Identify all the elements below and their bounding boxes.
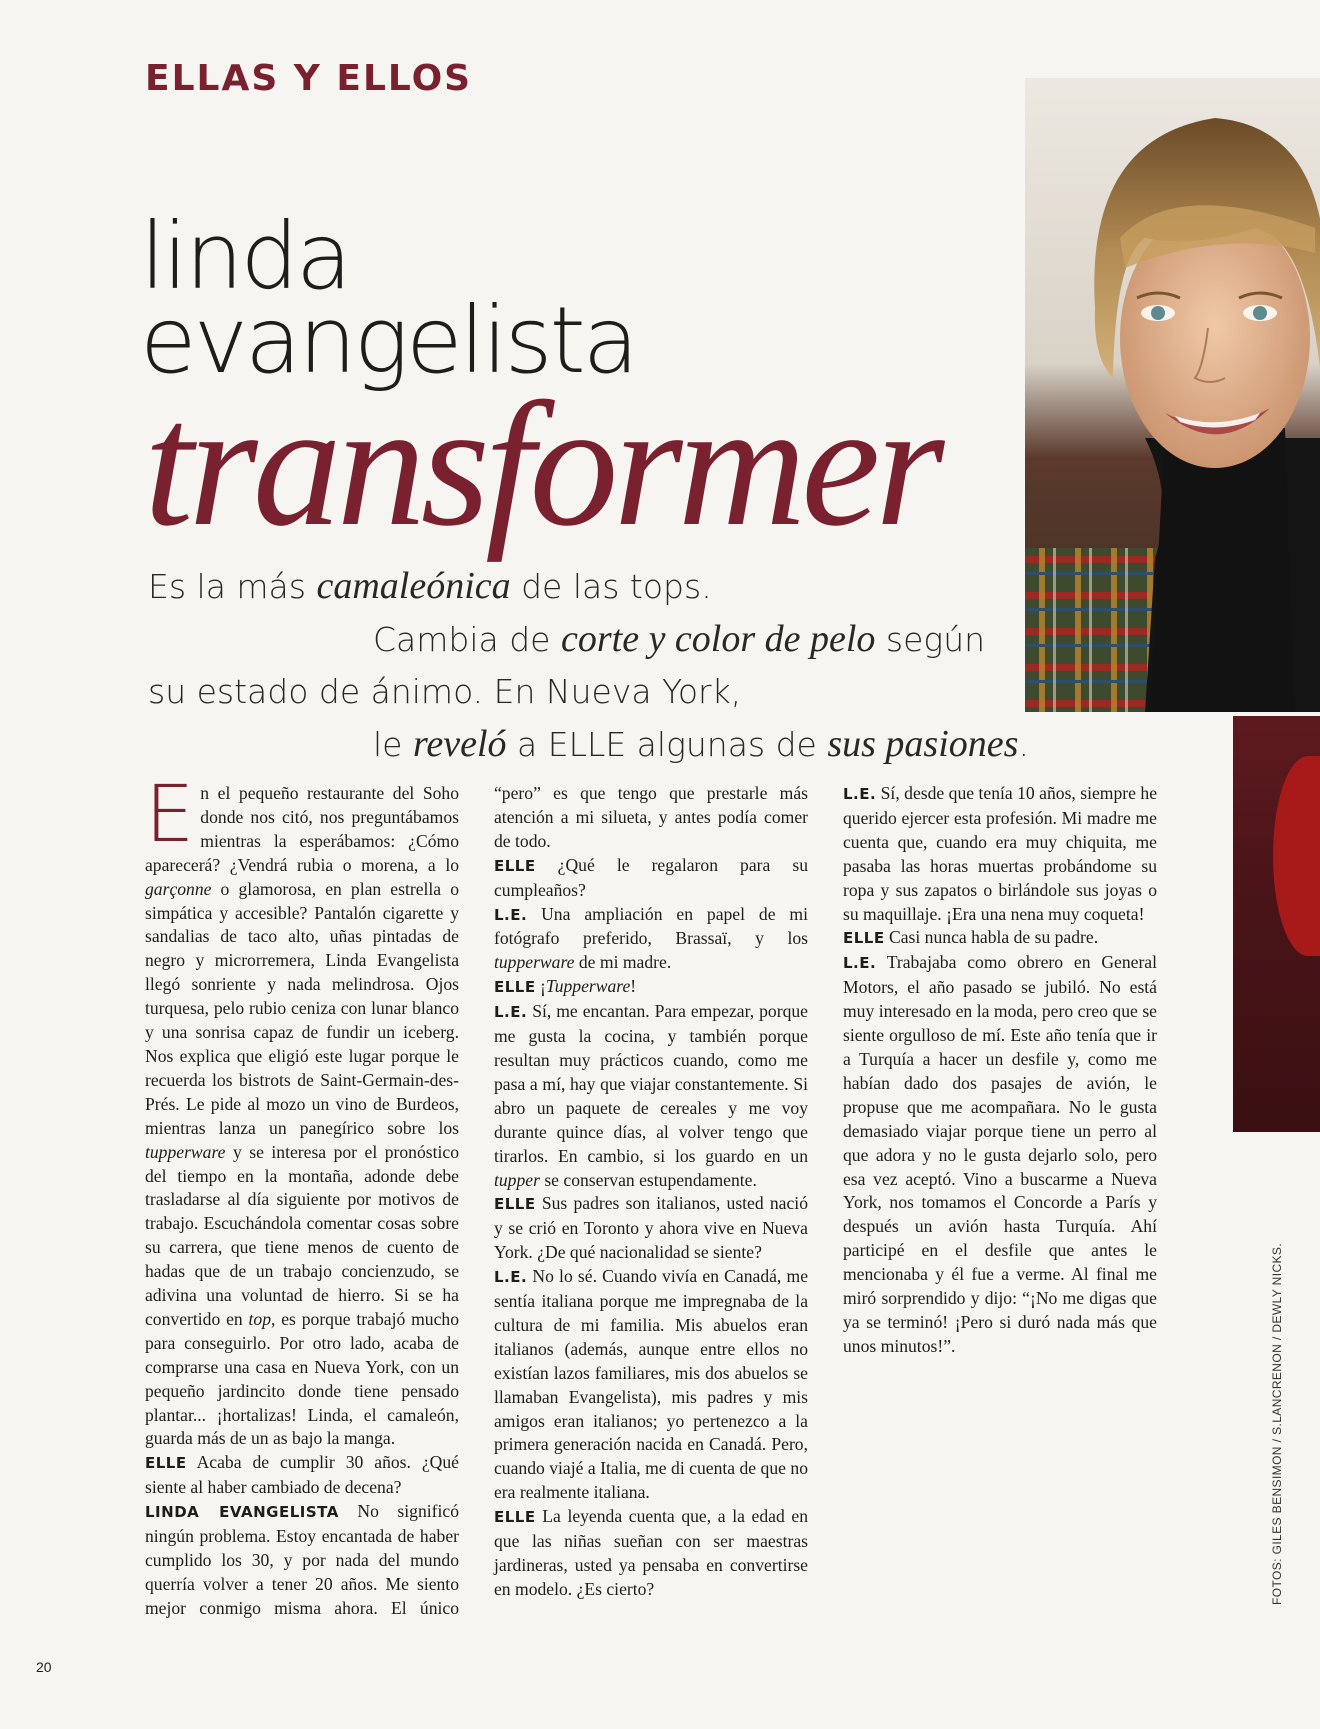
photo-credit-wrap (1270, 1242, 1290, 1605)
secondary-photo-detail (1273, 756, 1320, 956)
portrait-illustration (1025, 78, 1320, 712)
photo-credit: FOTOS: GILES BENSIMON / S.LANCRENON / DEWLY NICKS. (1270, 1242, 1284, 1605)
headline (140, 203, 940, 563)
drop-cap: E (145, 770, 195, 860)
standfirst-line-3: su estado de ánimo. En Nueva York, (148, 672, 742, 711)
headline-first-name: linda (140, 203, 350, 310)
headline-script-word: transformer (144, 365, 940, 563)
question-3: ELLE ¡Tupperware! (494, 976, 637, 997)
question-4: ELLE Sus padres son italianos, usted nació y se crió en Toronto y ahora vive en Nueva York. ¿De qué nacionalidad se siente? (494, 1193, 808, 1263)
headline-last-name: evangelista (140, 287, 637, 394)
question-5: ELLE La leyenda cuenta que, a la edad en que las niñas sueñan con ser maestras jardineras, usted ya pensaba en convertirse en modelo. ¿Es cierto? (494, 1506, 808, 1599)
standfirst (148, 560, 1028, 771)
answer-5: L.E. Sí, desde que tenía 10 años, siempre he querido ejercer esta profesión. Mi madre me cuenta que, cuando era muy chiquita, me pasaba las horas muertas probándome su ropa y sus zapatos o birlándole sus joyas o su maquillaje. ¡Era una nena muy coqueta! (843, 783, 1157, 924)
answer-2: L.E. Una ampliación en papel de mi fotógrafo preferido, Brassaï, y los tupperware de mi madre. (494, 903, 808, 973)
standfirst-line-1: Es la más camaleónica de las tops. (148, 565, 712, 607)
portrait-photo (1025, 78, 1320, 712)
page-number: 20 (36, 1659, 52, 1675)
standfirst-line-2: Cambia de corte y color de pelo según (373, 618, 986, 660)
section-label: ELLAS Y ELLOS (145, 58, 473, 99)
question-6: ELLE Casi nunca habla de su padre. (843, 927, 1099, 948)
article-intro: En el pequeño restaurante del Soho donde nos citó, nos preguntábamos mientras la esperábamos: ¿Cómo aparecerá? ¿Vendrá rubia o morena, a lo garçonne o glamorosa, en plan estrella o simpática y accesible? Pantalón cigarette y sandalias de taco alto, uñas pintadas de negro y microrremera, Linda Evangelista llegó sonriente y nada melindrosa. Ojos turquesa, pelo rubio ceniza con lunar blanco y una sonrisa capaz de fundir un iceberg. Nos explica que eligió este lugar porque le recuerda los bistrots de Saint-Germain-des-Prés. Le pide al mozo un vino de Burdeos, mientras lanza un panegírico sobre los tupperware y se interesa por el pronóstico del tiempo en la montaña, adonde debe trasladarse al día siguiente por motivos de trabajo. Escuchándola comentar cosas sobre su carrera, que tiene menos de cuento de hadas que de un trabajo concienzudo, se adivina una voluntad de hierro. Si se ha convertido en top, es porque trabajó mucho para conseguirlo. Por otro lado, acaba de comprarse una casa en Nueva York, con un pequeño jardincito donde tiene pensado plantar... ¡hortalizas! Linda, el camaleón, guarda más de un as bajo la manga. (145, 770, 459, 1449)
standfirst-line-4: le reveló a ELLE algunas de sus pasiones. (373, 723, 1029, 765)
question-1: ELLE Acaba de cumplir 30 años. ¿Qué siente al haber cambiado de decena? (145, 1452, 459, 1498)
article-body (145, 770, 1157, 1622)
question-2: ELLE ¿Qué le regalaron para su cumpleaños? (494, 854, 808, 900)
answer-3: L.E. Sí, me encantan. Para empezar, porque me gusta la cocina, y también porque resultan muy prácticos cuando, como me pasa a mí, hay que viajar constantemente. Si abro un paquete de cereales y me voy durante quince días, al volver tengo que tirarlos. En cambio, si los guardo en un tupper se conservan estupendamente. (494, 1001, 808, 1190)
secondary-photo (1233, 716, 1320, 1132)
answer-4: L.E. No lo sé. Cuando vivía en Canadá, me sentía italiana porque me impregnaba de la cultura de mi familia. Mis abuelos eran italianos (además, aunque entre ellos no existían lazos familiares, mis dos abuelos se llamaban Evangelista), mis padres y mis amigos eran italianos; yo pertenezco a la primera generación nacida en Canadá. Pero, cuando viajé a Italia, me di cuenta de que no era realmente italiana. (494, 1266, 808, 1503)
answer-6: L.E. Trabajaba como obrero en General Motors, el año pasado se jubiló. No está muy interesado en la moda, pero creo que se siente orgulloso de mí. Este año tenía que ir a Turquía a hacer un desfile y, como me habían dado dos pasajes de avión, le propuse que me acompañara. No le gusta demasiado viajar porque tiene un perro al que adora y no le gusta dejarlo solo, pero esa vez aceptó. Vino a buscarme a Nueva York, nos tomamos el Concorde a París y después un avión hasta Turquía. Ahí participé en el desfile que antes le mencionaba y él fue a verme. Al final me miró sorprendido y dijo: “¡No me digas que ya se terminó! ¡Pero si duró nada más que unos minutos!”. (843, 952, 1157, 1356)
answer-1: LINDA EVANGELISTA No significó ningún problema. Estoy encantada de haber cumplido los 30, y por nada del mundo querría volver a tener 20 años. Me siento mejor conmigo misma ahora. El único “pero” es que tengo que prestarle más atención a mi silueta, y antes podía comer de todo. (145, 783, 808, 1618)
